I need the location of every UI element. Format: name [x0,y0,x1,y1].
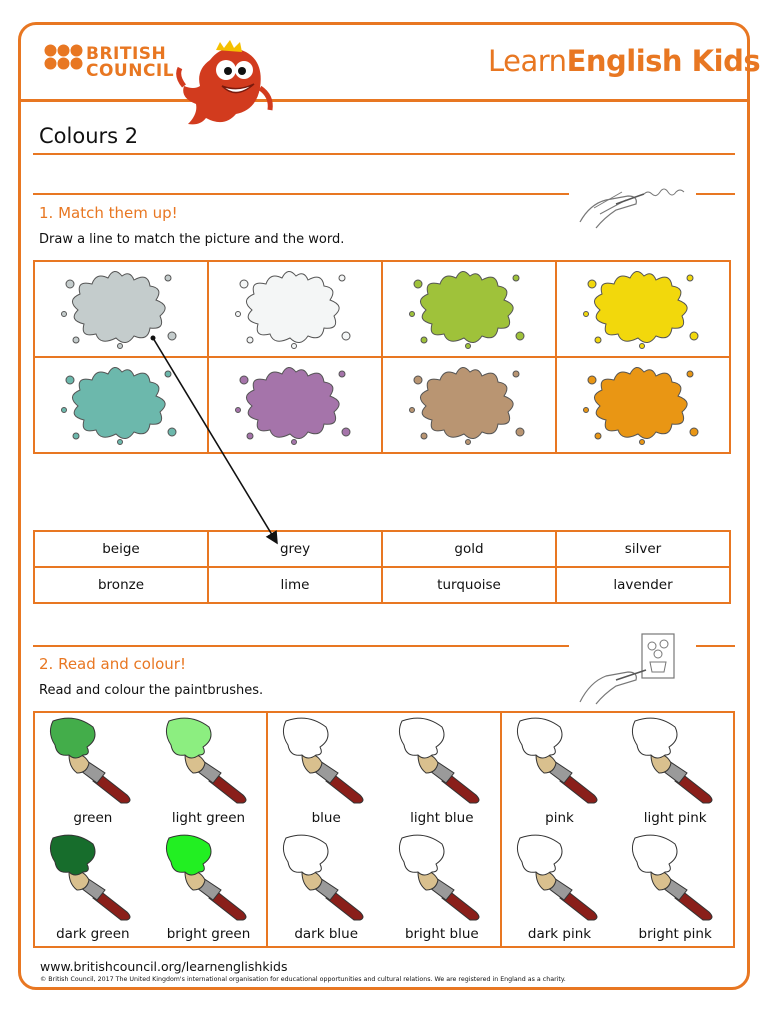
paintbrush-cell[interactable] [151,830,267,947]
brand-light: Learn [488,44,567,78]
word-cell[interactable]: gold [382,531,556,567]
word-cell[interactable]: lime [208,567,382,603]
paintbrush-icon [280,715,372,805]
footer-url[interactable]: www.britishcouncil.org/learnenglishkids [40,959,288,974]
paintbrush-icon [280,832,372,922]
paintbrush-label: blue [311,809,341,826]
paintbrush-icon [629,715,721,805]
paintbrush-icon [396,715,488,805]
paintbrush-icon [47,832,139,922]
paintbrush-label: bright green [166,926,251,942]
paintbrush-cell[interactable] [617,713,733,830]
org-name-line1: BRITISH [86,44,167,64]
paintbrush-label: light green [171,809,246,826]
paintbrush-cell[interactable] [617,830,733,947]
paintbrush-icon [396,832,488,922]
paintbrush-label: light pink [643,809,707,826]
footer-copyright: © British Council, 2017 The United Kingdom's international organisation for educational opportunities and cultural relations. We are registered in England as a charity. [40,976,566,983]
section2-instruction: Read and colour the paintbrushes. [39,683,264,698]
paintbrush-icon [163,715,255,805]
word-cell[interactable]: beige [34,531,208,567]
paintbrush-label: bright pink [638,926,712,942]
paintbrush-cell[interactable] [268,830,384,947]
paintbrush-label: dark green [56,926,130,942]
paintbrush-icon [629,832,721,922]
word-cell[interactable]: silver [556,531,730,567]
section1-title: 1. Match them up! [39,204,178,222]
paintbrush-label: pink [545,809,574,826]
paintbrush-cell[interactable] [35,830,151,947]
paintbrush-label: bright blue [404,926,479,942]
paintbrush-group [35,713,268,946]
paintbrush-cell[interactable] [384,713,500,830]
paintbrush-icon [47,715,139,805]
word-cell[interactable]: bronze [34,567,208,603]
paintbrush-icon [163,832,255,922]
paintbrush-grid [33,711,735,948]
paintbrush-cell[interactable] [502,830,618,947]
word-cell[interactable]: lavender [556,567,730,603]
paintbrush-label: dark blue [294,926,358,942]
paintbrush-group [268,713,501,946]
drawing-hand-icon [576,632,688,706]
org-name-line2: COUNCIL [86,61,175,81]
paintbrush-label: green [73,809,113,826]
paintbrush-group [502,713,733,946]
paintbrush-cell[interactable] [151,713,267,830]
paintbrush-cell[interactable] [268,713,384,830]
paintbrush-icon [514,715,606,805]
paintbrush-label: dark pink [527,926,592,942]
paintbrush-cell[interactable] [502,713,618,830]
section1-instruction: Draw a line to match the picture and the word. [39,232,345,247]
page-title: Colours 2 [39,124,139,148]
section2-divider-right [696,645,735,647]
section2-divider-left [33,645,569,647]
paintbrush-label: light blue [410,809,474,826]
paintbrush-icon [514,832,606,922]
paintbrush-cell[interactable] [384,830,500,947]
word-cell[interactable]: turquoise [382,567,556,603]
brand-bold: English Kids [566,44,761,78]
section2-title: 2. Read and colour! [39,655,186,673]
word-cell[interactable]: grey [208,531,382,567]
paintbrush-cell[interactable] [35,713,151,830]
